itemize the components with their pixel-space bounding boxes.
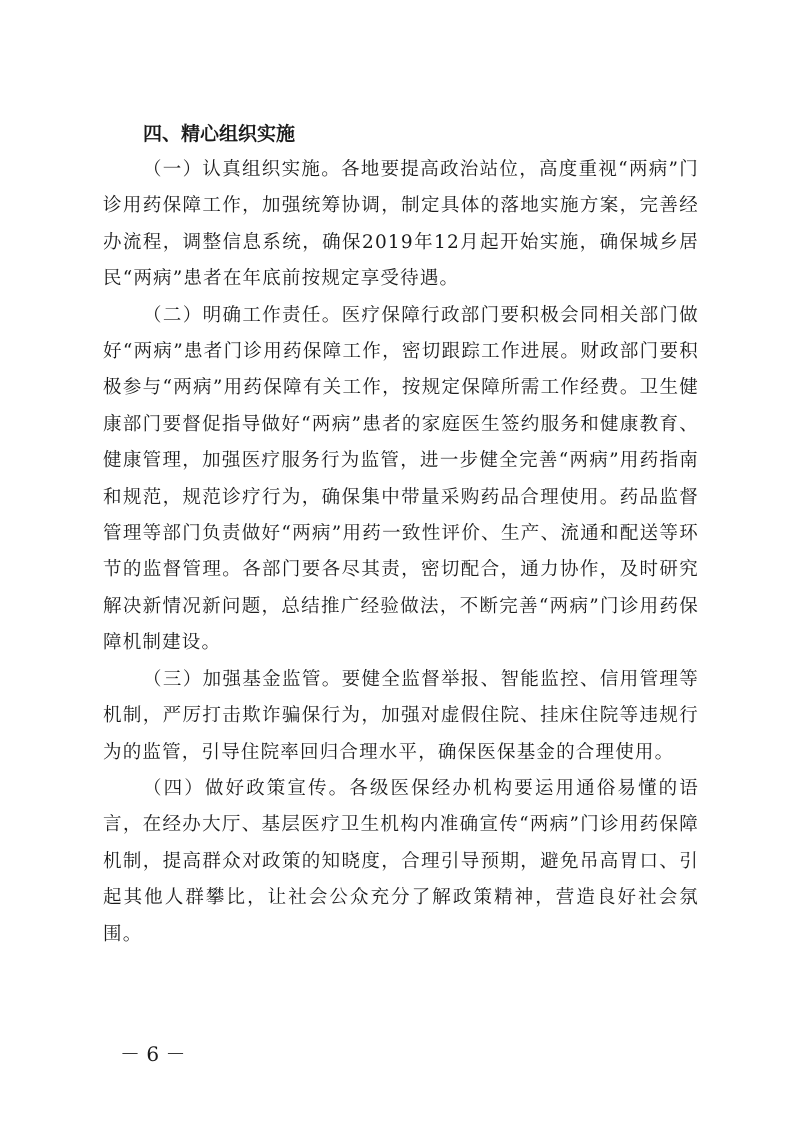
paragraph-fund-supervision: （三）加强基金监管。要健全监督举报、智能监控、信用管理等机制，严厉打击欺诈骗保行为，加强对虚假住院、挂床住院等违规行为的监管，引导住院率回归合理水平，确保医保基金的合理使用。: [103, 668, 699, 763]
section-heading: 四、精心组织实施: [143, 123, 296, 145]
paragraph-policy-publicity: （四）做好政策宣传。各级医保经办机构要运用通俗易懂的语言，在经办大厅、基层医疗卫生机构内准确宣传“两病”门诊用药保障机制，提高群众对政策的知晓度，合理引导预期，避免吊高胃口、引起其他人群攀比，让社会公众充分了解政策精神，营造良好社会氛围。: [103, 777, 699, 945]
paragraph-organize-implementation: （一）认真组织实施。各地要提高政治站位，高度重视“两病”门诊用药保障工作，加强统筹协调，制定具体的落地实施方案，完善经办流程，调整信息系统，确保2019年12月起开始实施，确保城乡居民“两病”患者在年底前按规定享受待遇。: [103, 159, 699, 290]
page-number: － 6 －: [120, 1042, 186, 1066]
paragraph-work-responsibility: （二）明确工作责任。医疗保障行政部门要积极会同相关部门做好“两病”患者门诊用药保障工作，密切跟踪工作进展。财政部门要积极参与“两病”用药保障有关工作，按规定保障所需工作经费。卫生健康部门要督促指导做好“两病”患者的家庭医生签约服务和健康教育、健康管理，加强医疗服务行为监管，进一步健全完善“两病”用药指南和规范，规范诊疗行为，确保集中带量采购药品合理使用。药品监督管理等部门负责做好“两病”用药一致性评价、生产、流通和配送等环节的监督管理。各部门要各尽其责，密切配合，通力协作，及时研究解决新情况新问题，总结推广经验做法，不断完善“两病”门诊用药保障机制建设。: [103, 304, 699, 654]
document-body: [103, 116, 699, 953]
